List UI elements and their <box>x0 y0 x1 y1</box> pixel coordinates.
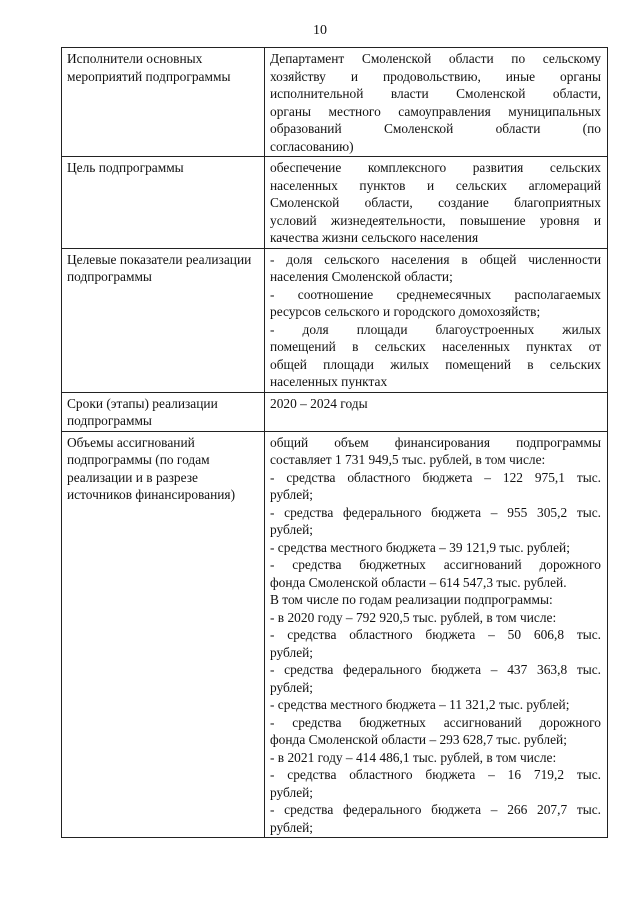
row-label: Целевые показатели реализации подпрограммы <box>62 248 265 392</box>
text-line: - средства местного бюджета – 11 321,2 тыс. рублей; <box>270 697 570 712</box>
text-line: фонда Смоленской области – 293 628,7 тыс. рублей; <box>270 732 567 747</box>
text-line: - доля площади благоустроенных жилых <box>270 321 601 337</box>
text-line: населенных пунктах <box>270 374 388 389</box>
text-line: помещений в сельских населенных пунктах от <box>270 339 601 354</box>
text-line: В том числе по годам реализации подпрограммы: <box>270 592 553 607</box>
text-line: рублей; <box>270 487 314 502</box>
text-line: - доля сельского населения в общей численности <box>270 251 601 267</box>
text-line: - средства федерального бюджета – 437 363,8 тыс. <box>270 662 601 677</box>
text-line: качества жизни сельского населения <box>270 230 479 245</box>
text-line: рублей; <box>270 522 314 537</box>
row-content <box>265 248 608 392</box>
text-line: органы местного самоуправления муниципальных <box>270 103 601 119</box>
text-line: - средства областного бюджета – 16 719,2 тыс. <box>270 767 601 782</box>
row-label: Исполнители основных мероприятий подпрограммы <box>62 48 265 157</box>
text-line: рублей; <box>270 784 314 800</box>
row-label: Сроки (этапы) реализации подпрограммы <box>62 392 265 431</box>
text-line: Департамент Смоленской области по сельскому <box>270 51 601 66</box>
text-line: - средства федерального бюджета – 266 207,7 тыс. <box>270 802 601 817</box>
text-line: фонда Смоленской области – 614 547,3 тыс. рублей. <box>270 574 567 590</box>
text-line: общей площади жилых помещений в сельских <box>270 356 601 372</box>
text-line: - средства областного бюджета – 50 606,8 тыс. <box>270 627 601 642</box>
text-line: рублей; <box>270 819 314 835</box>
text-line: населения Смоленской области; <box>270 269 453 284</box>
text-line: - в 2021 году – 414 486,1 тыс. рублей, в том числе: <box>270 749 557 765</box>
text-line: 2020 – 2024 годы <box>270 395 368 411</box>
text-line: - средства местного бюджета – 39 121,9 тыс. рублей; <box>270 539 570 555</box>
row-content <box>265 431 608 838</box>
row-content <box>265 48 608 157</box>
row-content <box>265 392 608 431</box>
text-line: условий жизнедеятельности, повышение уровня и <box>270 212 601 228</box>
text-line: образований Смоленской области (по <box>270 121 601 136</box>
indicators-row <box>62 248 608 392</box>
executors-row <box>62 48 608 157</box>
text-line: - средства бюджетных ассигнований дорожного <box>270 557 601 572</box>
text-line: обеспечение комплексного развития сельских <box>270 160 601 175</box>
page-number: 10 <box>313 23 327 38</box>
text-line: ресурсов сельского и городского домохозяйств; <box>270 304 541 319</box>
row-label: Цель подпрограммы <box>62 157 265 249</box>
terms-row <box>62 392 608 431</box>
text-line: общий объем финансирования подпрограммы <box>270 434 601 450</box>
goal-row <box>62 157 608 249</box>
text-line: - средства бюджетных ассигнований дорожного <box>270 714 601 730</box>
text-line: населенных пунктов и сельских агломераций <box>270 177 601 193</box>
text-line: составляет 1 731 949,5 тыс. рублей, в том числе: <box>270 452 546 467</box>
text-line: хозяйству и продовольствию, иные органы <box>270 68 601 84</box>
text-line: Смоленской области, создание благоприятных <box>270 195 601 210</box>
text-line: исполнительной власти Смоленской области, <box>270 86 601 101</box>
text-line: - соотношение среднемесячных располагаемых <box>270 286 601 302</box>
text-line: рублей; <box>270 644 314 660</box>
text-line: согласованию) <box>270 138 354 154</box>
funding-row <box>62 431 608 838</box>
text-line: - в 2020 году – 792 920,5 тыс. рублей, в том числе: <box>270 609 557 625</box>
row-label: Объемы ассигнований подпрограммы (по годам реализации и в разрезе источников финансирования) <box>62 431 265 838</box>
row-content <box>265 157 608 249</box>
text-line: рублей; <box>270 679 314 695</box>
text-line: - средства федерального бюджета – 955 305,2 тыс. <box>270 504 601 520</box>
text-line: - средства областного бюджета – 122 975,1 тыс. <box>270 469 601 485</box>
passport-table <box>61 47 608 838</box>
